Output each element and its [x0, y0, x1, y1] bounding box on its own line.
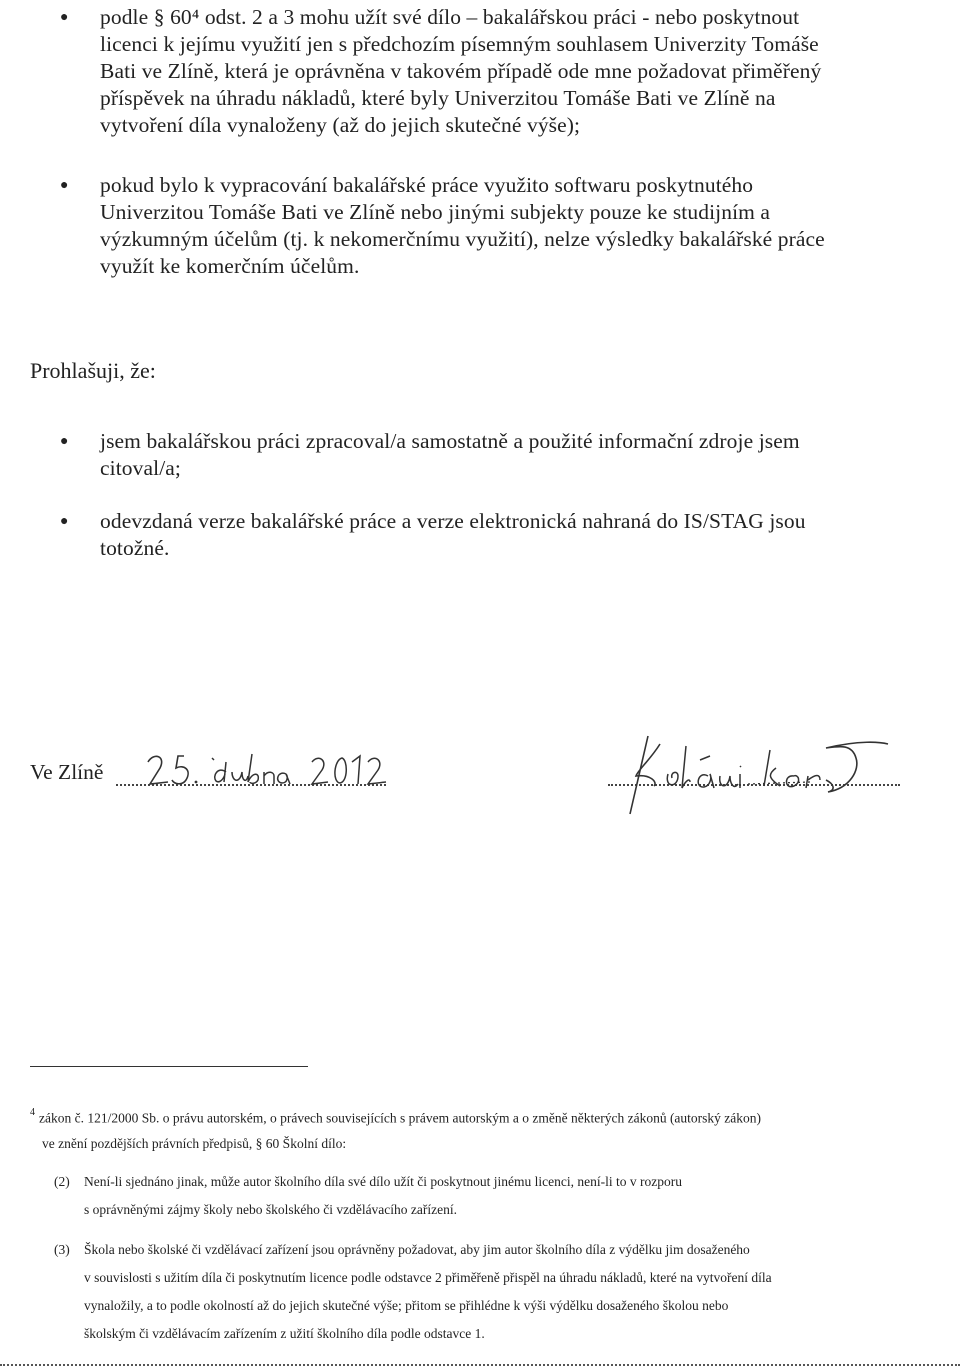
text-line: příspěvek na úhradu nákladů, které byly Univerzitou Tomáše Bati ve Zlíně na [100, 86, 776, 110]
footnote [30, 1102, 890, 1156]
place-label: Ve Zlíně [30, 760, 104, 784]
text-line: pokud bylo k vypracování bakalářské práce využito softwaru poskytnutého [100, 173, 754, 197]
bullet-dot: ● [60, 434, 69, 449]
handwritten-date [140, 748, 410, 798]
text-line: Univerzitou Tomáše Bati ve Zlíně nebo jinými subjekty pouze ke studijním a [100, 200, 771, 224]
text-line: Škola nebo školské či vzdělávací zařízení jsou oprávněny požadovat, aby jim autor školního díla z výdělku jim dosaženého [84, 1242, 750, 1257]
software-condition-text [100, 172, 900, 280]
bullet-dot: ● [60, 10, 69, 25]
text-line: s oprávněnými zájmy školy nebo školského či vzdělávacího zařízení. [84, 1202, 458, 1217]
text-line: školským či vzdělávacím zařízením z užití školního díla podle odstavce 1. [84, 1326, 485, 1341]
paragraph-number: (3) [54, 1242, 70, 1257]
declaration-text [100, 428, 900, 482]
footnote-text: zákon č. 121/2000 Sb. o právu autorském, o právech souvisejících s právem autorským a o změně některých zákonů (autorský zákon) [39, 1110, 762, 1126]
text-line: v souvislosti s užitím díla či poskytnutím licence podle odstavce 2 přiměřeně přispěl na úhradu nákladů, které na vytvoření díla [84, 1270, 772, 1285]
declaration-heading: Prohlašuji, že: [30, 358, 156, 383]
text-line: Není-li sjednáno jinak, může autor školního díla své dílo užít či poskytnout jinému licenci, není-li to v rozporu [84, 1174, 683, 1189]
text-line: podle § 60⁴ odst. 2 a 3 mohu užít své dílo – bakalářskou práci - nebo poskytnout [100, 5, 800, 29]
handwritten-signature [620, 730, 890, 820]
place-date-signature-row [30, 760, 900, 830]
text-line: využít ke komerčním účelům. [100, 254, 360, 278]
text-line: vynaložily, a to podle okolností až do jejich skutečné výše; přitom se přihlédne k výši výdělku dosaženého školou nebo [84, 1298, 729, 1313]
bullet-dot: ● [60, 514, 69, 529]
paragraph-number: (2) [54, 1174, 70, 1189]
text-line: jsem bakalářskou práci zpracoval/a samostatně a použité informační zdroje jsem [100, 429, 800, 453]
page-bottom-edge [0, 1364, 960, 1366]
text-line: licenci k jejímu využití jen s předchozím písemným souhlasem Univerzity Tomáše [100, 32, 819, 56]
text-line: Bati ve Zlíně, která je oprávněna v takovém případě ode mne požadovat přiměřený [100, 59, 822, 83]
text-line: totožné. [100, 536, 170, 560]
text-line: citoval/a; [100, 456, 181, 480]
footnote-line: ve znění pozdějších právních předpisů, § 60 Školní dílo: [42, 1135, 347, 1151]
license-condition-text [100, 4, 900, 139]
footnote-marker: 4 [30, 1107, 35, 1118]
text-line: výzkumným účelům (tj. k nekomerčnímu využití), nelze výsledky bakalářské práce [100, 227, 825, 251]
text-line: vytvoření díla vynaloženy (až do jejich skutečné výše); [100, 113, 581, 137]
declaration-text [100, 508, 900, 562]
paragraph-text [54, 1168, 884, 1224]
paragraph-text [54, 1236, 884, 1348]
text-line: odevzdaná verze bakalářské práce a verze elektronická nahraná do IS/STAG jsou [100, 509, 806, 533]
footnote-paragraph-3 [54, 1236, 884, 1348]
footnote-separator [30, 1066, 308, 1067]
footnote-paragraph-2 [54, 1168, 884, 1224]
footnote-line [30, 1102, 890, 1131]
bullet-dot: ● [60, 178, 69, 193]
